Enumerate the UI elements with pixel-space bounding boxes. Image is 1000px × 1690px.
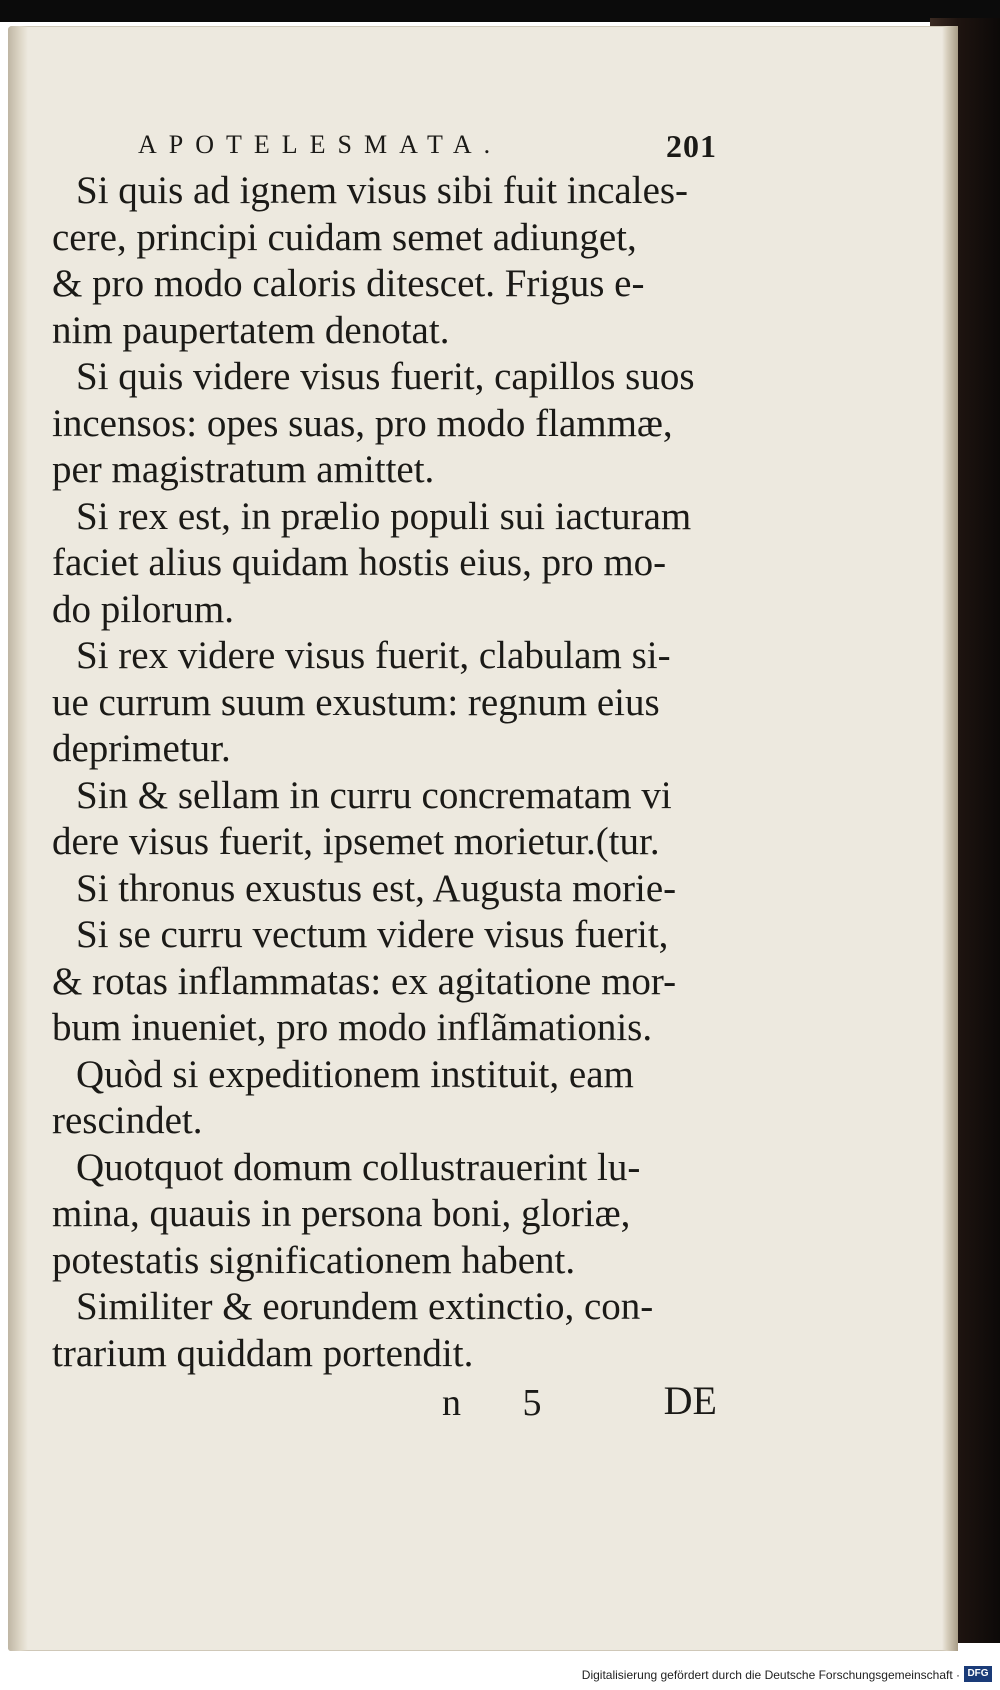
- text-line: bum inueniet, pro modo inflãmationis.: [52, 1006, 653, 1049]
- page-spine-shadow: [8, 26, 28, 1651]
- scanner-top-band: [0, 0, 1000, 22]
- page-number: 201: [666, 128, 717, 164]
- text-line: rescindet.: [52, 1099, 203, 1142]
- text-line: incensos: opes suas, pro modo flammæ,: [52, 401, 673, 445]
- text-line: mina, quauis in persona boni, gloriæ,: [52, 1192, 631, 1235]
- signature-mark: n 5: [442, 1382, 568, 1424]
- text-line: Si quis videre visus fuerit, capillos suos: [76, 355, 695, 398]
- text-line: Quotquot domum collustrauerint lu-: [76, 1145, 641, 1189]
- text-line: do pilorum.: [52, 587, 234, 631]
- text-line: Si se curru vectum videre visus fuerit,: [76, 913, 669, 956]
- book-page: [8, 26, 958, 1651]
- text-line: Quòd si expeditionem instituit, eam: [76, 1052, 634, 1096]
- digitization-footer: [0, 1652, 1000, 1690]
- running-head: [52, 130, 717, 168]
- text-line: Si thronus exustus est, Augusta morie-: [76, 866, 677, 910]
- text-line: Si rex est, in prælio populi sui iacturam: [76, 494, 692, 538]
- text-line: trarium quiddam portendit.: [52, 1331, 474, 1375]
- text-line: Si quis ad ignem visus sibi fuit incales-: [76, 169, 689, 212]
- text-line: ue currum suum exustum: regnum eius: [52, 680, 660, 724]
- dfg-logo-icon: DFG: [964, 1666, 992, 1682]
- text-line: Sin & sellam in curru concrematam vi: [76, 773, 672, 817]
- funding-credit: Digitalisierung gefördert durch die Deutsche Forschungsgemeinschaft ·: [581, 1668, 960, 1682]
- text-line: potestatis significationem habent.: [52, 1238, 576, 1282]
- text-line: per magistratum amittet.: [52, 448, 435, 491]
- catchword: DE: [663, 1378, 717, 1423]
- text-line: & rotas inflammatas: ex agitatione mor-: [52, 959, 677, 1003]
- text-line: dere visus fuerit, ipsemet morietur.(tur.: [52, 820, 660, 863]
- page-footer-line: [52, 1378, 717, 1431]
- text-line: nim paupertatem denotat.: [52, 308, 450, 352]
- text-line: Si rex videre visus fuerit, clabulam si-: [76, 634, 671, 677]
- text-block: [52, 130, 717, 1431]
- page-fore-edge: [942, 26, 958, 1651]
- text-line: cere, principi cuidam semet adiunget,: [52, 215, 637, 259]
- text-line: deprimetur.: [52, 727, 231, 770]
- text-line: & pro modo caloris ditescet. Frigus e-: [52, 262, 645, 305]
- text-line: faciet alius quidam hostis eius, pro mo-: [52, 541, 667, 584]
- text-line: Similiter & eorundem extinctio, con-: [76, 1285, 654, 1328]
- running-title: APOTELESMATA.: [138, 130, 503, 159]
